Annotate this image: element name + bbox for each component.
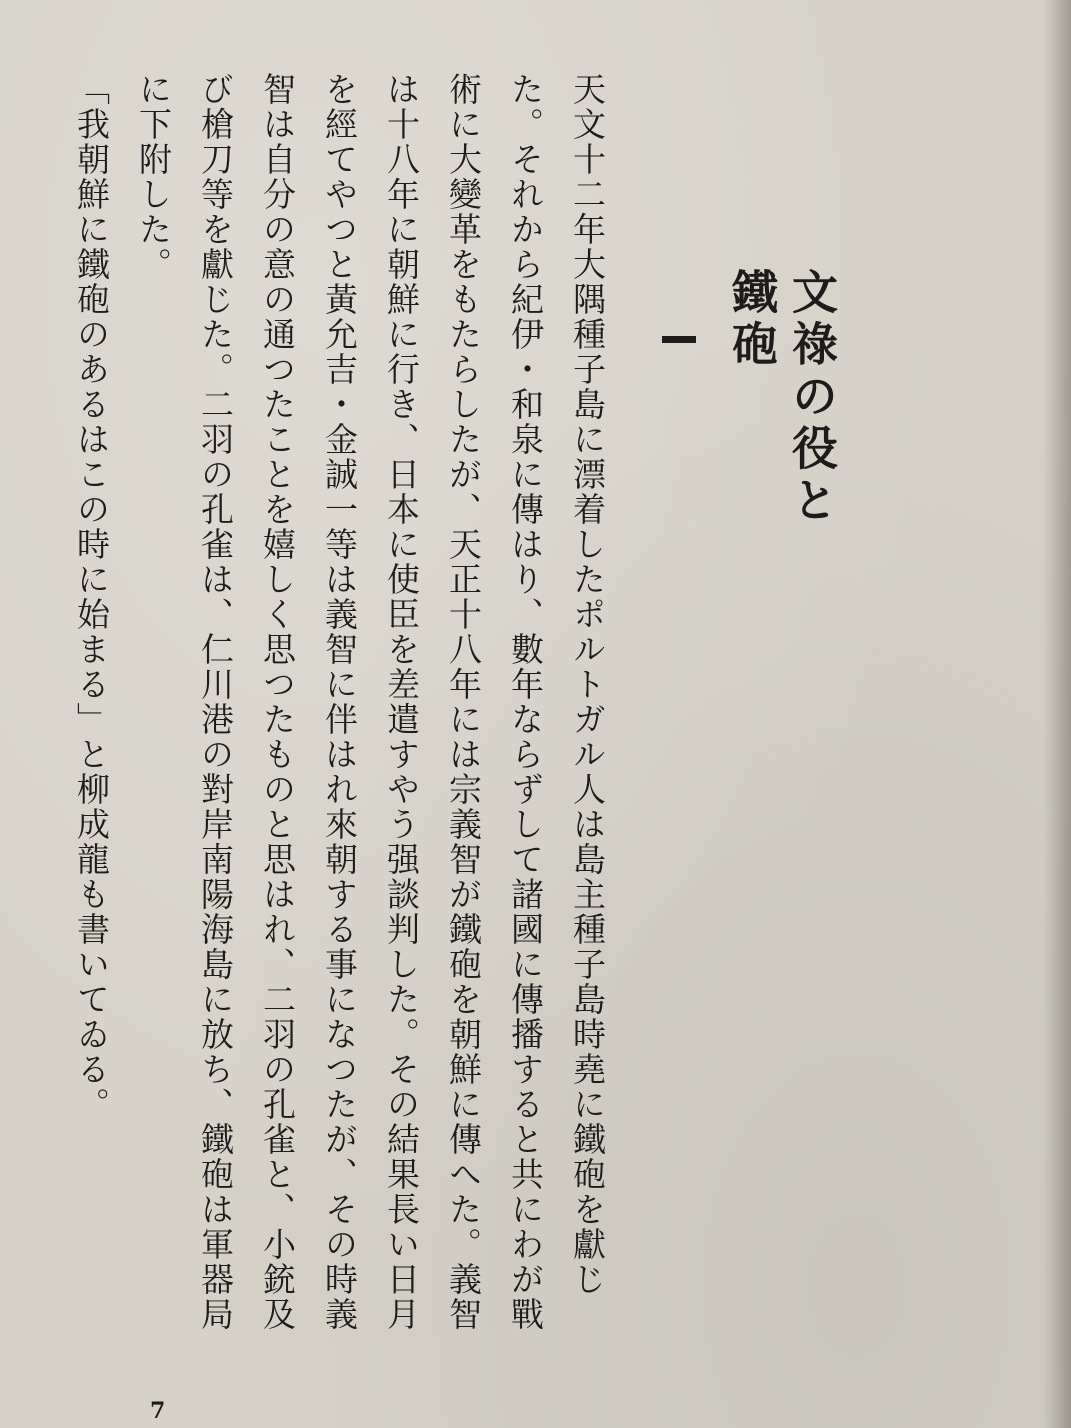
- page-edge-shadow: [1043, 0, 1071, 1428]
- paragraph-2: 「我朝鮮に鐵砲のあるはこの時に始まる」と柳成龍も書いてゐる。: [72, 72, 111, 1122]
- page-number: 7: [150, 1398, 166, 1424]
- chapter-title: 文祿の役と鐵砲: [725, 268, 839, 528]
- section-number-marker: [662, 336, 696, 343]
- paragraph-1: 天文十二年大隅種子島に漂着したポルトガル人は島主種子島時堯に鐵砲を獻じた。それから紀伊・和泉に傳はり、數年ならずして諸國に傳播すると共にわが戰術に大變革をもたらしたが、天正十八年には宗義智が鐵砲を朝鮮に傳へた。義智は十八年に朝鮮に行き、日本に使臣を差遣すやう强談判した。その結果長い日月を經てやつと黃允吉・金誠一等は義智に伴はれ來朝する事になつたが、その時義智は自分の意の通つたことを嬉しく思つたものと思はれ、二羽の孔雀と、小銃及び槍刀等を獻じた。二羽の孔雀は、仁川港の對岸南陽海島に放ち、鐵砲は軍器局に下附した。: [134, 72, 607, 1332]
- body-text: [72, 72, 618, 1362]
